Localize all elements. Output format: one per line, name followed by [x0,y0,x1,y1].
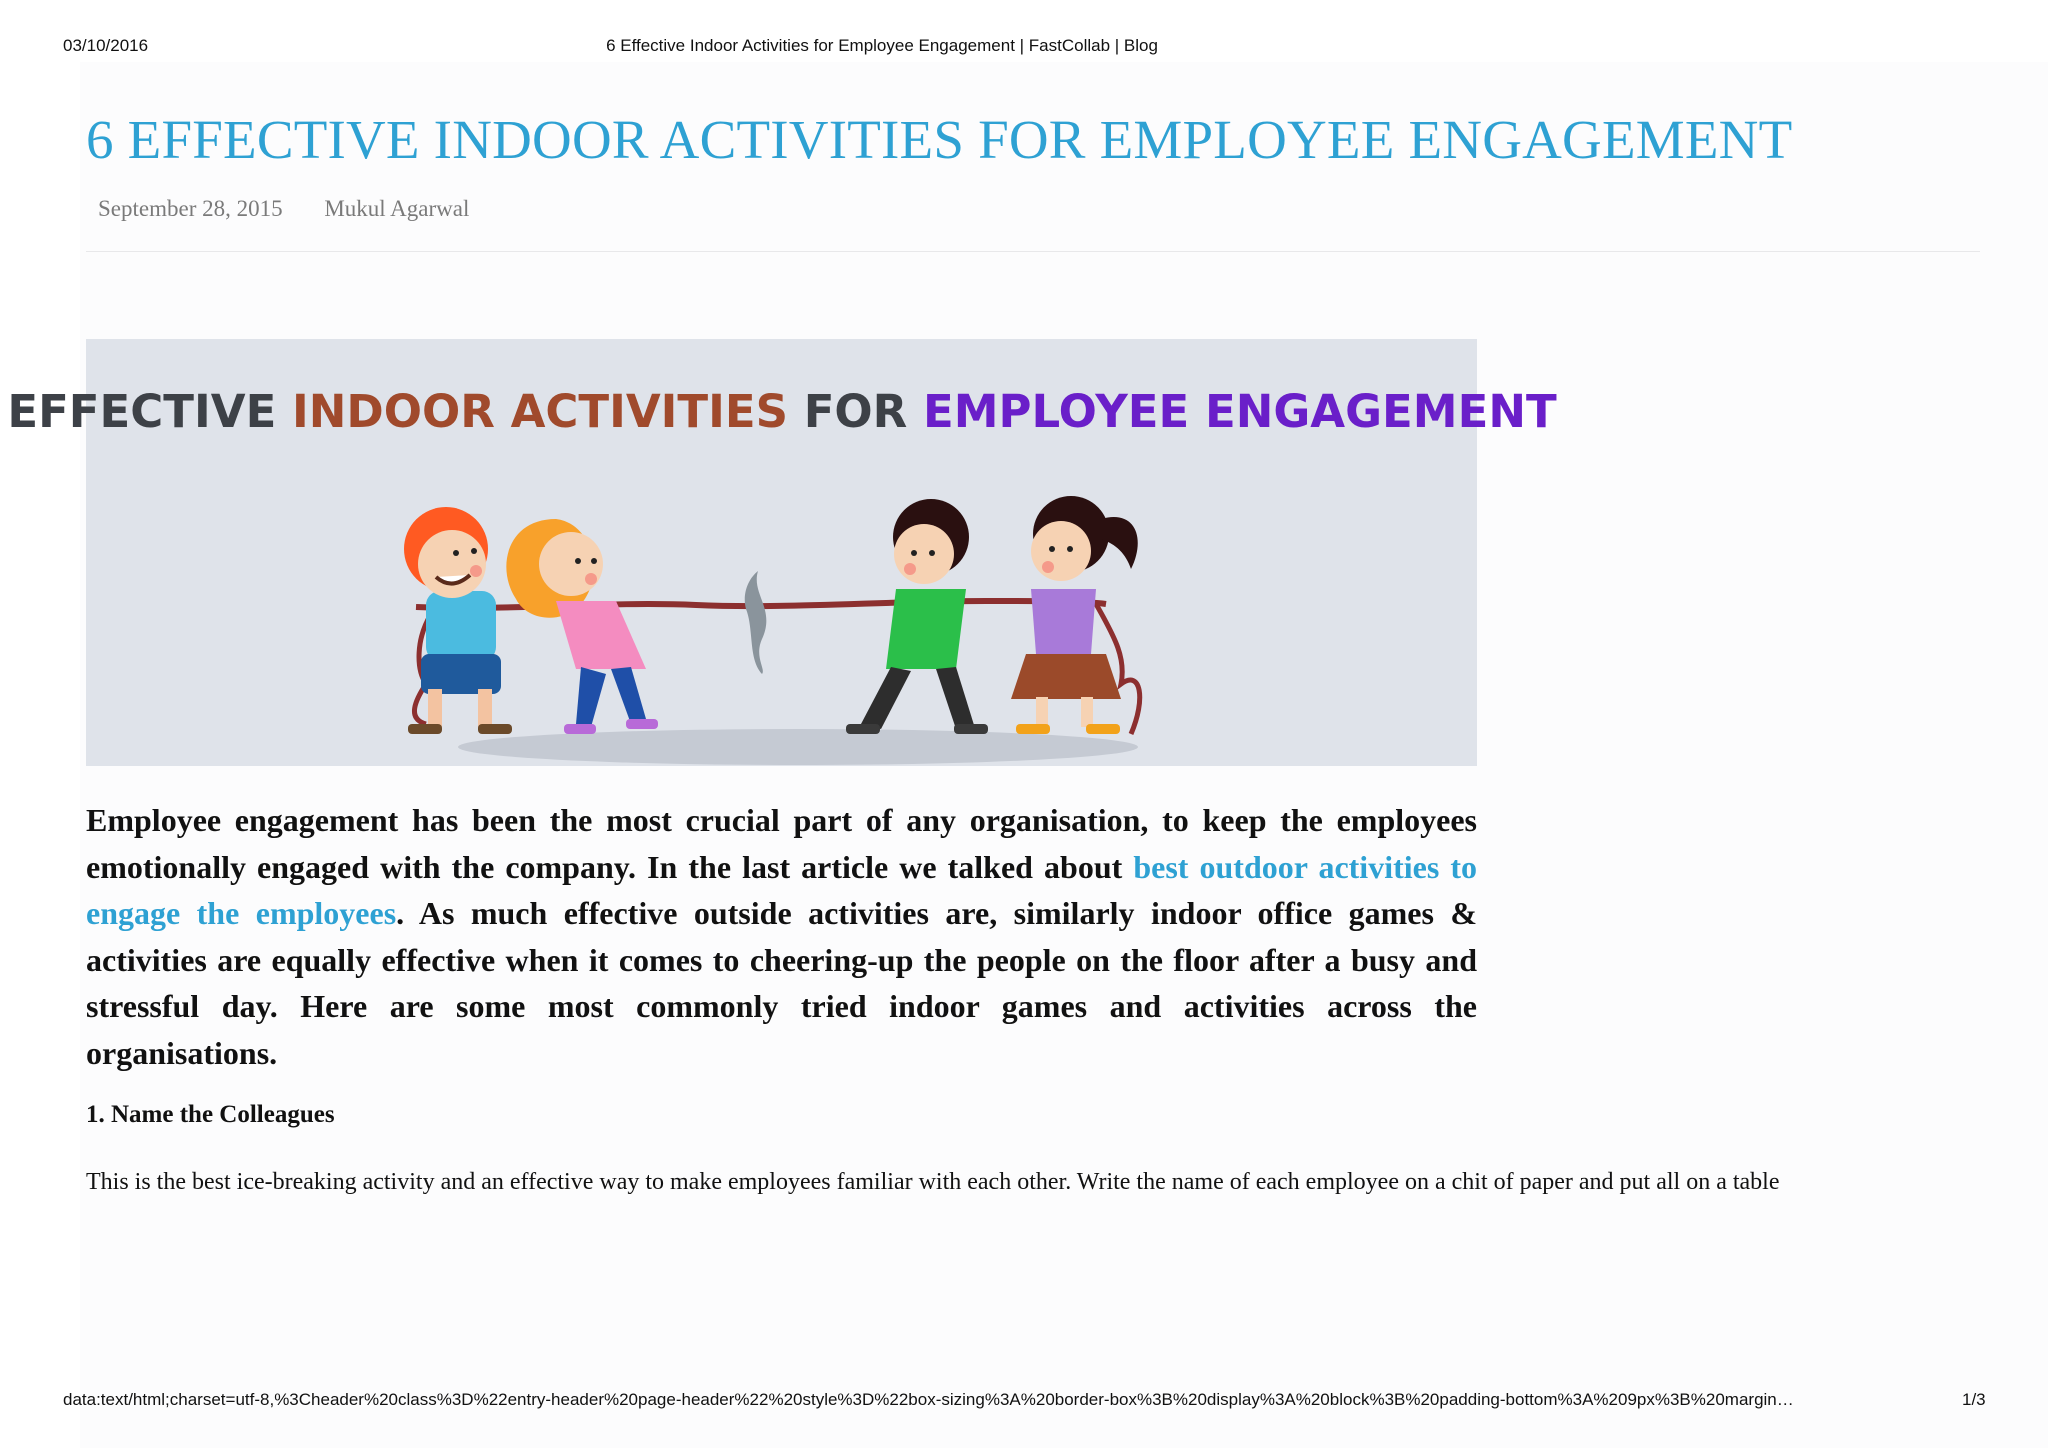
tug-of-war-illustration [7,339,1557,766]
section-body: This is the best ice-breaking activity and an effective way to make employees familiar with each other. Write the name of each employee on a chit of paper and put all on a table [86,1169,1780,1195]
outdoor-activities-link[interactable]: best outdoor activities to engage the employees [86,848,1478,931]
ground-shadow [458,729,1138,765]
intro-text-after-link: . As much effective outside activities are, similarly indoor office games & activities are equally effective when it comes to cheering-up the people on the floor after a busy and stressful day. Here are some most commonly tried indoor games and activities across the organisations. [86,895,1478,1071]
intro-text-before-link: Employee engagement has been the most crucial part of any organisation, to keep the employees emotionally engaged with the company. In the last article we talked about [86,802,1477,885]
print-header [0,34,2048,62]
print-date: 03/10/2016 [63,36,149,55]
banner-text-part4: EMPLOYEE ENGAGEMENT [923,385,1557,438]
article-title: 6 EFFECTIVE INDOOR ACTIVITIES FOR EMPLOYEE ENGAGEMENT [86,109,1793,170]
post-author[interactable]: Mukul Agarwal [324,196,470,221]
banner-text-part2: INDOOR ACTIVITIES [291,385,804,438]
banner-text [7,385,1557,438]
page-number: 1/3 [1962,1390,1986,1409]
banner-text-part1: EFFECTIVE [7,385,292,438]
post-date: September 28, 2015 [98,196,283,221]
section-heading: 1. Name the Colleagues [86,1101,335,1128]
print-url: data:text/html;charset=utf-8,%3Cheader%20class%3D%22entry-header%20page-header%22%20style%3D%22box-sizing%3A%20border-box%3B%20display%3A%20block%3B%20padding-bottom%3A%209px%3B%20margin… [63,1390,1794,1409]
featured-image [7,339,1557,766]
intro-paragraph [86,797,1477,1076]
article-meta [98,196,505,222]
print-document-title: 6 Effective Indoor Activities for Employee Engagement | FastCollab | Blog [606,36,1158,55]
banner-text-part3: FOR [803,385,923,438]
header-divider [86,251,1980,252]
print-footer [0,1388,2048,1416]
